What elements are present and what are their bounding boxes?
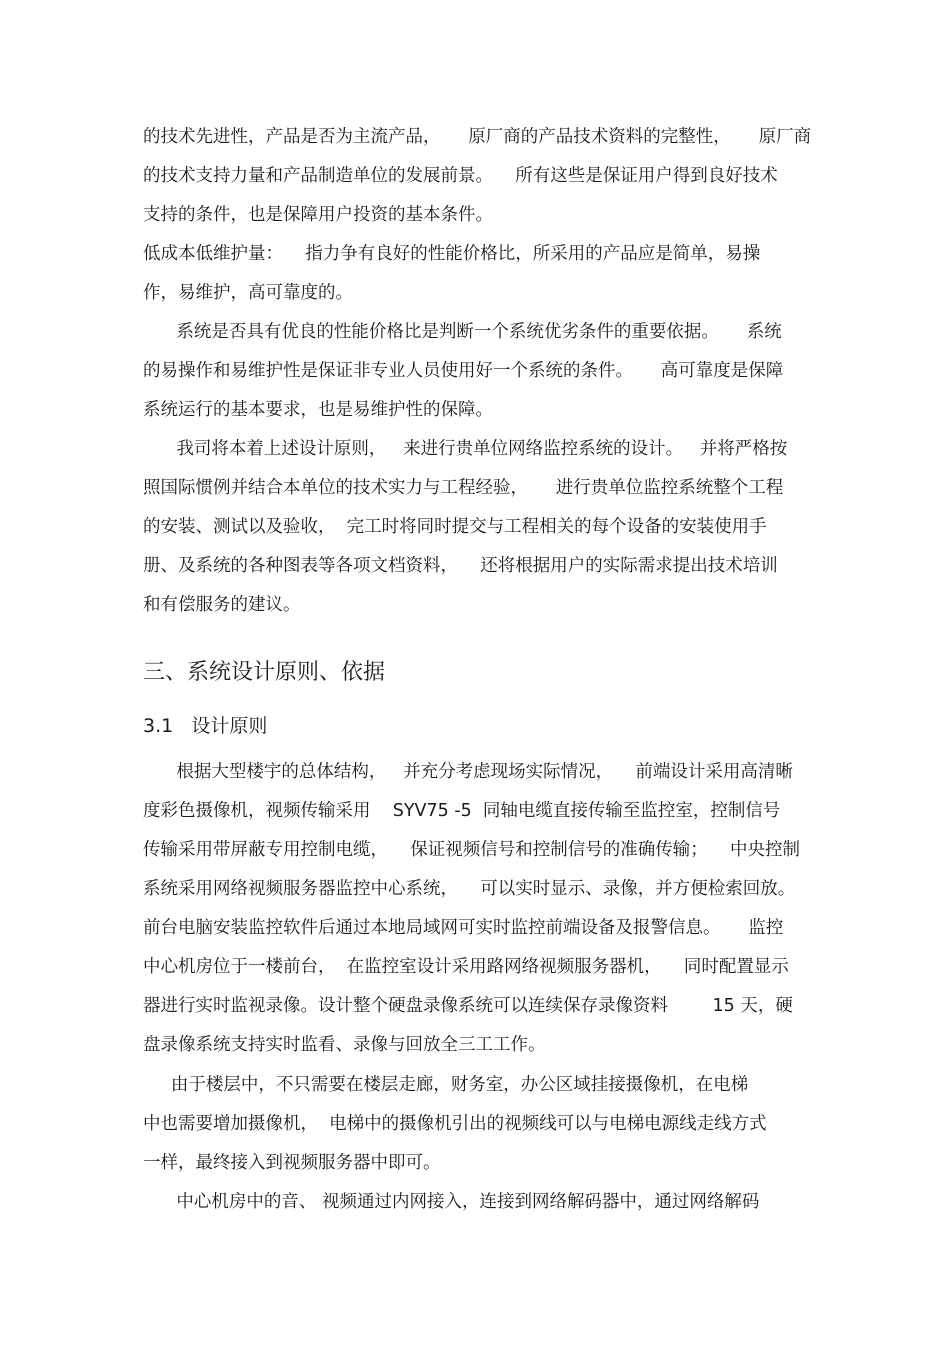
para3-line-1: 系统是否具有优良的性能价格比是判断一个系统优劣条件的重要依据。 系统 — [143, 322, 782, 342]
para4-line-1: 我司将本着上述设计原则， 来进行贵单位网络监控系统的设计。 并将严格按 — [143, 439, 788, 459]
para3-line-3: 系统运行的基本要求，也是易维护性的保障。 — [143, 400, 493, 420]
para5-line-8: 盘录像系统支持实时监看、录像与回放全三工工作。 — [143, 1035, 546, 1055]
para5-line-5: 前台电脑安装监控软件后通过本地局域网可实时监控前端设备及报警信息。 监控 — [143, 918, 784, 938]
para5-line-6: 中心机房位于一楼前台， 在监控室设计采用路网络视频服务器机， 同时配置显示 — [143, 957, 789, 977]
para6-line-2: 中也需要增加摄像机， 电梯中的摄像机引出的视频线可以与电梯电源线走线方式 — [143, 1114, 767, 1134]
para1-line-3: 支持的条件，也是保障用户投资的基本条件。 — [143, 205, 493, 225]
para5-line-3: 传输采用带屏蔽专用控制电缆， 保证视频信号和控制信号的准确传输； 中央控制 — [143, 840, 800, 860]
para6-line-3: 一样，最终接入到视频服务器中即可。 — [143, 1153, 441, 1173]
subsection-heading: 3.1 设计原则 — [143, 715, 268, 737]
para4-line-2: 照国际惯例并结合本单位的技术实力与工程经验， 进行贵单位监控系统整个工程 — [143, 478, 784, 498]
para5-line-2: 度彩色摄像机，视频传输采用 SYV75 -5 同轴电缆直接传输至监控室，控制信号 — [143, 801, 781, 821]
section-heading: 三、系统设计原则、依据 — [143, 660, 386, 685]
para1-line-2: 的技术支持力量和产品制造单位的发展前景。 所有这些是保证用户得到良好技术 — [143, 166, 778, 186]
para5-line-1: 根据大型楼宇的总体结构， 并充分考虑现场实际情况， 前端设计采用高清晰 — [143, 762, 793, 782]
para3-line-2: 的易操作和易维护性是保证非专业人员使用好一个系统的条件。 高可靠度是保障 — [143, 361, 784, 381]
para4-line-4: 册、及系统的各种图表等各项文档资料， 还将根据用户的实际需求提出技术培训 — [143, 556, 778, 576]
para5-line-7: 器进行实时监视录像。设计整个硬盘录像系统可以连续保存录像资料 15 天，硬 — [143, 996, 793, 1016]
para2-line-1: 低成本低维护量： 指力争有良好的性能价格比，所采用的产品应是简单，易操 — [143, 244, 761, 264]
para2-line-2: 作，易维护，高可靠度的。 — [143, 283, 353, 303]
para4-line-5: 和有偿服务的建议。 — [143, 595, 301, 615]
para1-line-1: 的技术先进性，产品是否为主流产品， 原厂商的产品技术资料的完整性， 原厂商 — [143, 127, 812, 147]
para6-line-1: 由于楼层中，不只需要在楼层走廊，财务室，办公区域挂接摄像机，在电梯 — [143, 1075, 749, 1095]
para4-line-3: 的安装、测试以及验收， 完工时将同时提交与工程相关的每个设备的安装使用手 — [143, 517, 767, 537]
para5-line-4: 系统采用网络视频服务器监控中心系统， 可以实时显示、录像，并方便检索回放。 — [143, 879, 796, 899]
para7-line-1: 中心机房中的音、 视频通过内网接入，连接到网络解码器中，通过网络解码 — [143, 1192, 760, 1212]
